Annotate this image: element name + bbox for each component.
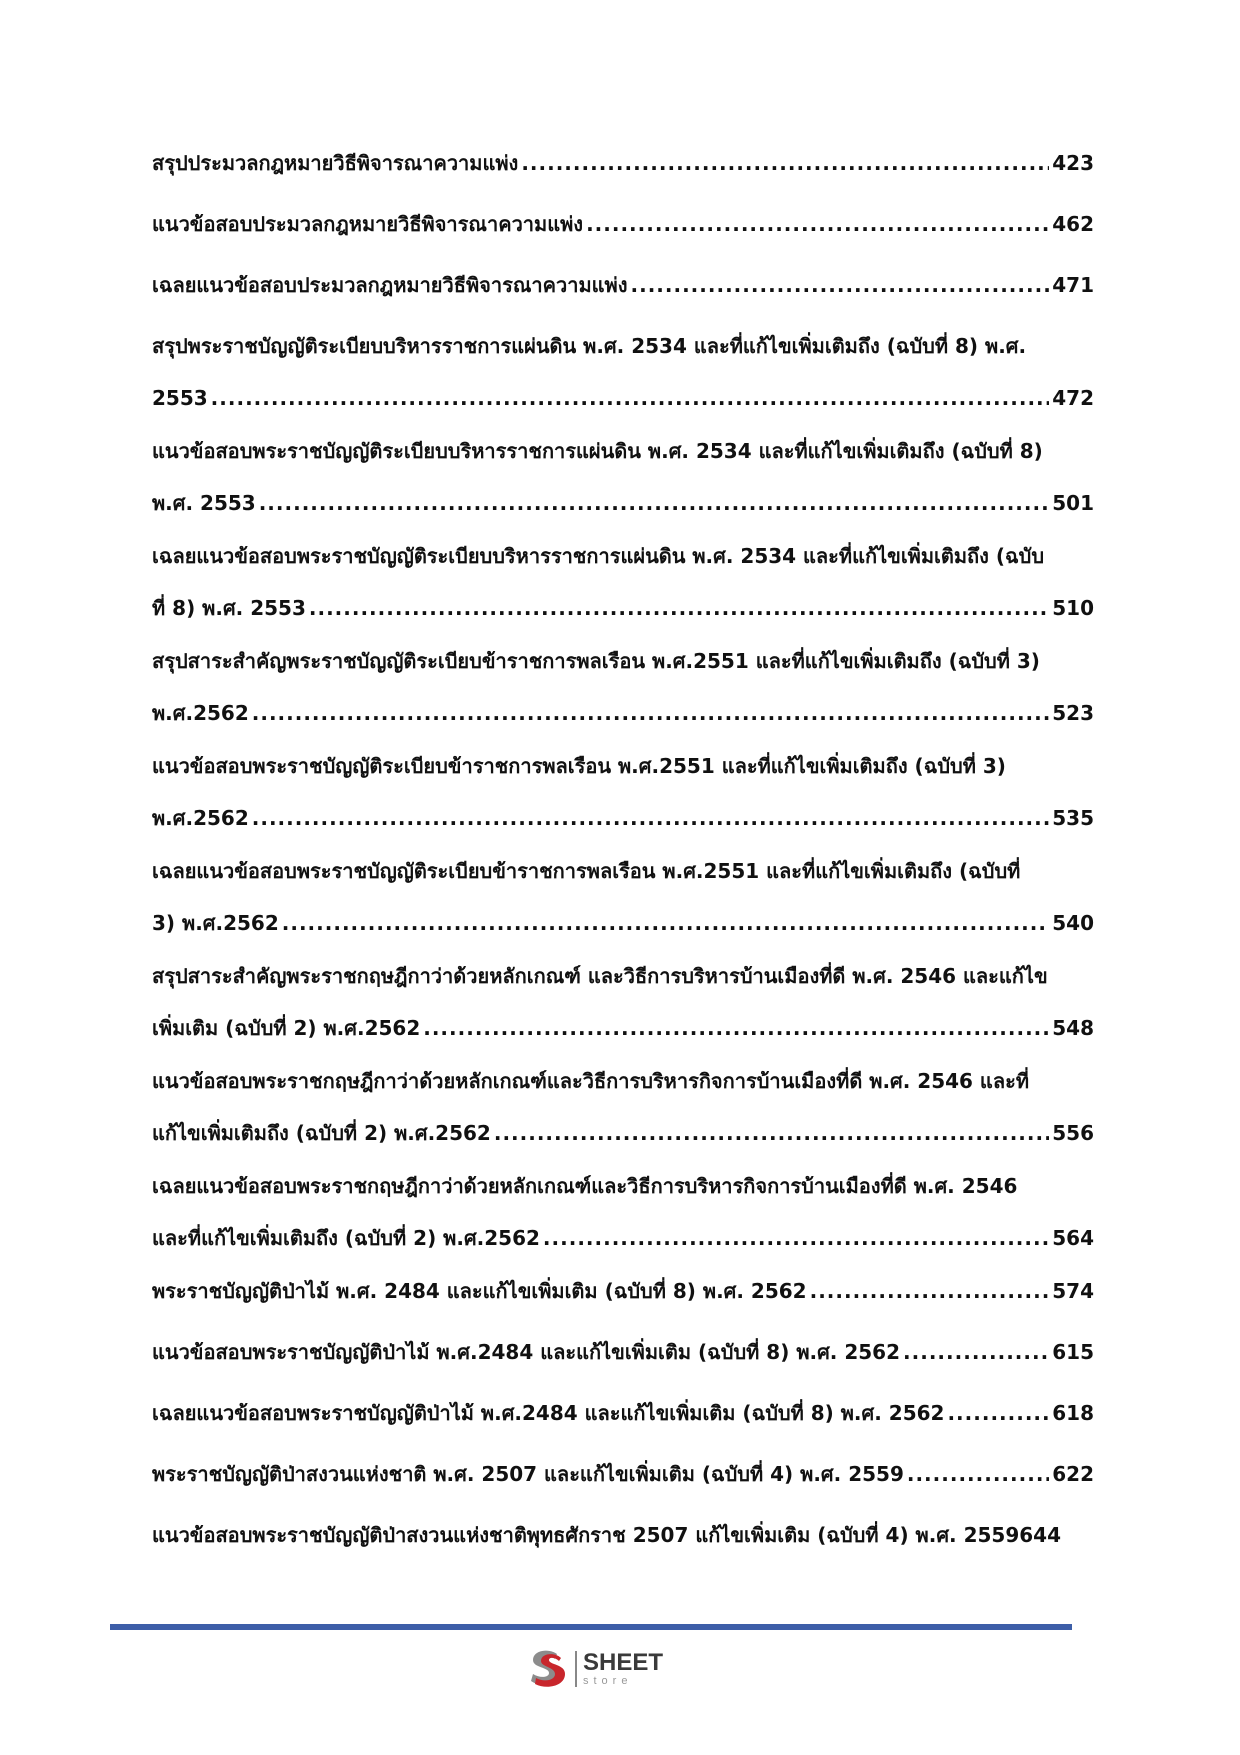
toc-entry-title: ที่ 8) พ.ศ. 2553 <box>152 596 306 620</box>
toc-entry-leader-line <box>152 1339 1094 1365</box>
sheet-store-s-icon <box>527 1648 567 1690</box>
toc-entry-leader-line <box>152 490 1094 516</box>
dot-leader <box>903 1339 1049 1365</box>
dot-leader <box>543 1225 1049 1251</box>
toc-entry-leader-line <box>152 595 1094 621</box>
toc-entry-title: แนวข้อสอบพระราชบัญญัติป่าไม้ พ.ศ.2484 และแก้ไขเพิ่มเติม (ฉบับที่ 8) พ.ศ. 2562 <box>152 1340 901 1364</box>
toc-entry[interactable] <box>152 1339 1094 1365</box>
toc-page-number: 471 <box>1052 273 1094 297</box>
toc-entry-title: พระราชบัญญัติป่าสงวนแห่งชาติ พ.ศ. 2507 และแก้ไขเพิ่มเติม (ฉบับที่ 4) พ.ศ. 2559 <box>152 1462 904 1486</box>
toc-entry-title: แก้ไขเพิ่มเติมถึง (ฉบับที่ 2) พ.ศ.2562 <box>152 1121 491 1145</box>
dot-leader <box>947 1400 1049 1426</box>
toc-entry[interactable] <box>152 1522 1094 1548</box>
toc-entry-leader-line <box>152 1522 1094 1548</box>
toc-page-number: 472 <box>1052 386 1094 410</box>
dot-leader <box>810 1278 1050 1304</box>
toc-entry[interactable] <box>152 1400 1094 1426</box>
dot-leader <box>631 272 1050 298</box>
sheet-store-logo <box>527 1648 663 1690</box>
brand-sub: store <box>583 1675 633 1687</box>
toc-entry-leader-line <box>152 1015 1094 1041</box>
toc-entry-leader-line <box>152 1120 1094 1146</box>
toc-entry-leader-line <box>152 272 1094 298</box>
toc-entry-title-line: แนวข้อสอบพระราชกฤษฎีกาว่าด้วยหลักเกณฑ์และวิธีการบริหารกิจการบ้านเมืองที่ดี พ.ศ. 2546 และที่ <box>152 1069 1030 1093</box>
toc-entry-title: สรุปประมวลกฎหมายวิธีพิจารณาความแพ่ง <box>152 151 519 175</box>
brand-name: SHEET <box>583 1649 664 1676</box>
toc-page-number: 548 <box>1052 1016 1094 1040</box>
toc-entry[interactable] <box>152 438 1094 516</box>
toc-entry[interactable] <box>152 272 1094 298</box>
toc-entry-leader-line <box>152 211 1094 237</box>
toc-page-number: 535 <box>1052 806 1094 830</box>
toc-page-number: 556 <box>1052 1121 1094 1145</box>
toc-entry-title: เพิ่มเติม (ฉบับที่ 2) พ.ศ.2562 <box>152 1016 421 1040</box>
toc-entry-title: และที่แก้ไขเพิ่มเติมถึง (ฉบับที่ 2) พ.ศ.2562 <box>152 1226 540 1250</box>
toc-entry-title: พระราชบัญญัติป่าไม้ พ.ศ. 2484 และแก้ไขเพิ่มเติม (ฉบับที่ 8) พ.ศ. 2562 <box>152 1279 807 1303</box>
toc-entry-title-line: แนวข้อสอบพระราชบัญญัติระเบียบบริหารราชการแผ่นดิน พ.ศ. 2534 และที่แก้ไขเพิ่มเติมถึง (ฉบับที่ 8) <box>152 439 1043 463</box>
toc-page-number: 423 <box>1052 151 1094 175</box>
toc-entry-title-line: เฉลยแนวข้อสอบพระราชบัญญัติระเบียบบริหารราชการแผ่นดิน พ.ศ. 2534 และที่แก้ไขเพิ่มเติมถึง (ฉบับ <box>152 544 1045 568</box>
toc-entry-leader-line <box>152 805 1094 831</box>
dot-leader <box>586 211 1049 237</box>
toc-entry[interactable] <box>152 753 1094 831</box>
toc-entry-title: แนวข้อสอบประมวลกฎหมายวิธีพิจารณาความแพ่ง <box>152 212 584 236</box>
toc-entry[interactable] <box>152 150 1094 176</box>
toc-page-number: 622 <box>1052 1462 1094 1486</box>
toc-entry[interactable] <box>152 333 1094 411</box>
toc-entry[interactable] <box>152 1278 1094 1304</box>
toc-entry-title: เฉลยแนวข้อสอบพระราชบัญญัติป่าไม้ พ.ศ.2484 และแก้ไขเพิ่มเติม (ฉบับที่ 8) พ.ศ. 2562 <box>152 1401 945 1425</box>
toc-page-number: 510 <box>1052 596 1094 620</box>
toc-entry[interactable] <box>152 543 1094 621</box>
toc-entry[interactable] <box>152 963 1094 1041</box>
toc-page-number: 540 <box>1052 911 1094 935</box>
toc-entry[interactable] <box>152 858 1094 936</box>
dot-leader <box>907 1461 1049 1487</box>
toc-page-number: 574 <box>1052 1279 1094 1303</box>
toc-entry-leader-line <box>152 1278 1094 1304</box>
toc-entry[interactable] <box>152 211 1094 237</box>
toc-entry-leader-line <box>152 1225 1094 1251</box>
toc-entry-title: พ.ศ.2562 <box>152 701 249 725</box>
toc-entry-leader-line <box>152 1400 1094 1426</box>
toc-entry-title: พ.ศ. 2553 <box>152 491 256 515</box>
toc-entry-title-line: เฉลยแนวข้อสอบพระราชบัญญัติระเบียบข้าราชการพลเรือน พ.ศ.2551 และที่แก้ไขเพิ่มเติมถึง (ฉบับที่ <box>152 859 1021 883</box>
dot-leader <box>211 385 1050 411</box>
toc-entry-title-line: สรุปพระราชบัญญัติระเบียบบริหารราชการแผ่นดิน พ.ศ. 2534 และที่แก้ไขเพิ่มเติมถึง (ฉบับที่ 8) พ.ศ. <box>152 334 1027 358</box>
toc-entry-title-line: แนวข้อสอบพระราชบัญญัติระเบียบข้าราชการพลเรือน พ.ศ.2551 และที่แก้ไขเพิ่มเติมถึง (ฉบับที่ 3) <box>152 754 1006 778</box>
toc-entry-title: แนวข้อสอบพระราชบัญญัติป่าสงวนแห่งชาติพุทธศักราช 2507 แก้ไขเพิ่มเติม (ฉบับที่ 4) พ.ศ. 2559644 <box>152 1523 1061 1547</box>
toc-entry-title-line: สรุปสาระสำคัญพระราชบัญญัติระเบียบข้าราชการพลเรือน พ.ศ.2551 และที่แก้ไขเพิ่มเติมถึง (ฉบับที่ 3) <box>152 649 1040 673</box>
dot-leader <box>259 490 1050 516</box>
toc-page-number: 615 <box>1052 1340 1094 1364</box>
toc-entry-leader-line <box>152 1461 1094 1487</box>
toc-entry-leader-line <box>152 700 1094 726</box>
toc-page-number: 564 <box>1052 1226 1094 1250</box>
toc-entry[interactable] <box>152 1173 1094 1251</box>
table-of-contents <box>152 150 1094 1583</box>
dot-leader <box>423 1015 1049 1041</box>
toc-entry-title: 3) พ.ศ.2562 <box>152 911 279 935</box>
dot-leader <box>252 700 1050 726</box>
toc-page-number: 501 <box>1052 491 1094 515</box>
dot-leader <box>494 1120 1049 1146</box>
dot-leader <box>252 805 1050 831</box>
footer-rule <box>110 1624 1072 1630</box>
toc-entry[interactable] <box>152 648 1094 726</box>
toc-page-number: 523 <box>1052 701 1094 725</box>
toc-entry-title: 2553 <box>152 386 208 410</box>
toc-entry-title-line: เฉลยแนวข้อสอบพระราชกฤษฎีกาว่าด้วยหลักเกณฑ์และวิธีการบริหารกิจการบ้านเมืองที่ดี พ.ศ. 2546 <box>152 1174 1018 1198</box>
toc-entry-title: พ.ศ.2562 <box>152 806 249 830</box>
toc-entry-leader-line <box>152 150 1094 176</box>
toc-entry-title-line: สรุปสาระสำคัญพระราชกฤษฎีกาว่าด้วยหลักเกณฑ์ และวิธีการบริหารบ้านเมืองที่ดี พ.ศ. 2546 และแก้ไข <box>152 964 1048 988</box>
toc-entry-leader-line <box>152 910 1094 936</box>
toc-entry[interactable] <box>152 1068 1094 1146</box>
dot-leader <box>309 595 1049 621</box>
toc-entry-title: เฉลยแนวข้อสอบประมวลกฎหมายวิธีพิจารณาความแพ่ง <box>152 273 628 297</box>
toc-entry[interactable] <box>152 1461 1094 1487</box>
toc-page-number: 618 <box>1052 1401 1094 1425</box>
toc-entry-leader-line <box>152 385 1094 411</box>
toc-page-number: 462 <box>1052 212 1094 236</box>
dot-leader <box>521 150 1049 176</box>
dot-leader <box>282 910 1049 936</box>
